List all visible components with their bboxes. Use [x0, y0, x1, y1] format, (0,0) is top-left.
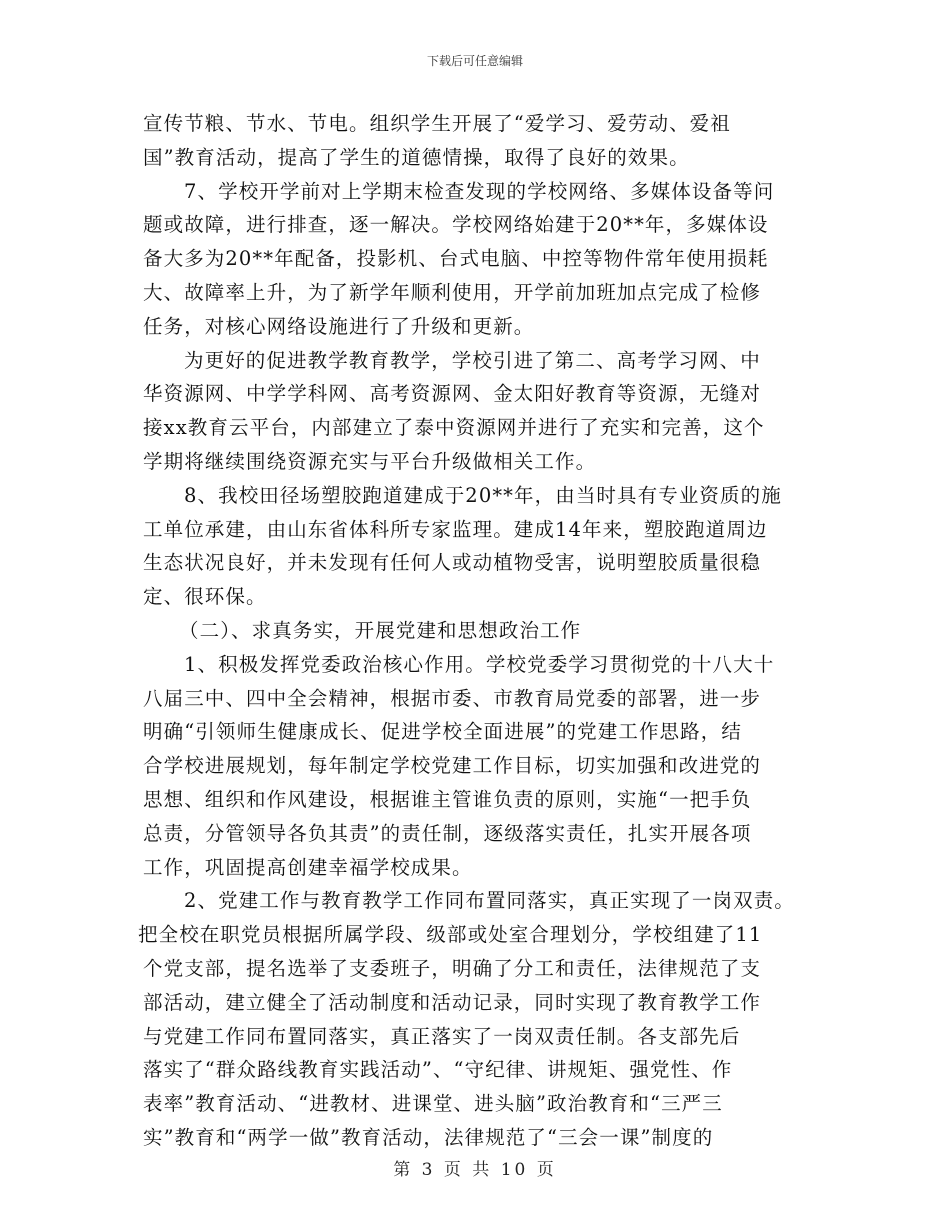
text-line: 学期将继续围绕资源充实与平台升级做相关工作。 [143, 449, 597, 473]
text-line: 把全校在职党员根据所属学段、级部或处室合理划分，学校组建了11 [138, 923, 763, 947]
text-line: 国”教育活动，提高了学生的道德情操，取得了良好的效果。 [143, 145, 690, 169]
text-line: 工单位承建，由山东省体科所专家监理。建成14年来，塑胶跑道周边 [143, 517, 768, 541]
text-line: 思想、组织和作风建设，根据谁主管谁负责的原则，实施“一把手负 [143, 787, 752, 811]
paragraph-start-line: 7、学校开学前对上学期末检查发现的学校网络、多媒体设备等问 [184, 179, 775, 203]
text-line: 任务，对核心网络设施进行了升级和更新。 [143, 314, 535, 338]
text-line: 工作，巩固提高创建幸福学校成果。 [143, 855, 473, 879]
text-line: 明确“引领师生健康成长、促进学校全面进展”的党建工作思路，结 [143, 720, 742, 744]
text-line: 宣传节粮、节水、节电。组织学生开展了“爱学习、爱劳动、爱祖 [143, 112, 731, 135]
text-line: 定、很环保。 [143, 585, 267, 609]
paragraph-start-line: 1、积极发挥党委政治核心作用。学校党委学习贯彻党的十八大十 [184, 652, 775, 676]
text-line: 华资源网、中学学科网、高考资源网、金太阳好教育等资源，无缝对 [143, 382, 762, 406]
text-line: 部活动，建立健全了活动制度和活动记录，同时实现了教育教学工作 [143, 990, 762, 1014]
text-line: 备大多为20**年配备，投影机、台式电脑、中控等物件常年使用损耗 [143, 247, 769, 271]
section-heading: （二）、求真务实，开展党建和思想政治工作 [179, 618, 582, 642]
page-number-footer: 第 3 页 共 10 页 [393, 1160, 557, 1180]
page-header-note: 下载后可任意编辑 [426, 54, 523, 68]
text-line: 八届三中、四中全会精神，根据市委、市教育局党委的部署，进一步 [143, 686, 762, 710]
text-line: 接xx教育云平台，内部建立了泰中资源网并进行了充实和完善，这个 [143, 416, 765, 440]
text-line: 生态状况良好，并未发现有任何人或动植物受害，说明塑胶质量很稳 [143, 551, 762, 575]
paragraph-start-line: 为更好的促进教学教育教学，学校引进了第二、高考学习网、中 [184, 348, 761, 372]
document-body [138, 107, 833, 1155]
text-line: 大、故障率上升，为了新学年顺利使用，开学前加班加点完成了检修 [143, 280, 762, 304]
text-line: 合学校进展规划，每年制定学校党建工作目标，切实加强和改进党的 [143, 754, 762, 778]
text-line: 个党支部，提名选举了支委班子，明确了分工和责任，法律规范了支 [143, 956, 762, 980]
paragraph-start-line: 8、我校田径场塑胶跑道建成于20**年，由当时具有专业资质的施 [184, 483, 782, 507]
text-line: 总责，分管领导各负其责”的责任制，逐级落实责任，扎实开展各项 [143, 821, 752, 845]
text-line: 与党建工作同布置同落实，真正落实了一岗双责任制。各支部先后 [143, 1024, 741, 1048]
text-line: 表率”教育活动、“进教材、进课堂、进头脑”政治教育和“三严三 [143, 1092, 723, 1116]
paragraph-start-line: 2、党建工作与教育教学工作同布置同落实，真正实现了一岗双责。 [184, 889, 795, 913]
text-line: 实”教育和“两学一做”教育活动，法律规范了“三会一课”制度的 [143, 1125, 714, 1149]
text-line: 题或故障，进行排查，逐一解决。学校网络始建于20**年，多媒体设 [143, 213, 769, 237]
text-line: 落实了“群众路线教育实践活动”、“守纪律、讲规矩、强党性、作 [143, 1058, 733, 1082]
